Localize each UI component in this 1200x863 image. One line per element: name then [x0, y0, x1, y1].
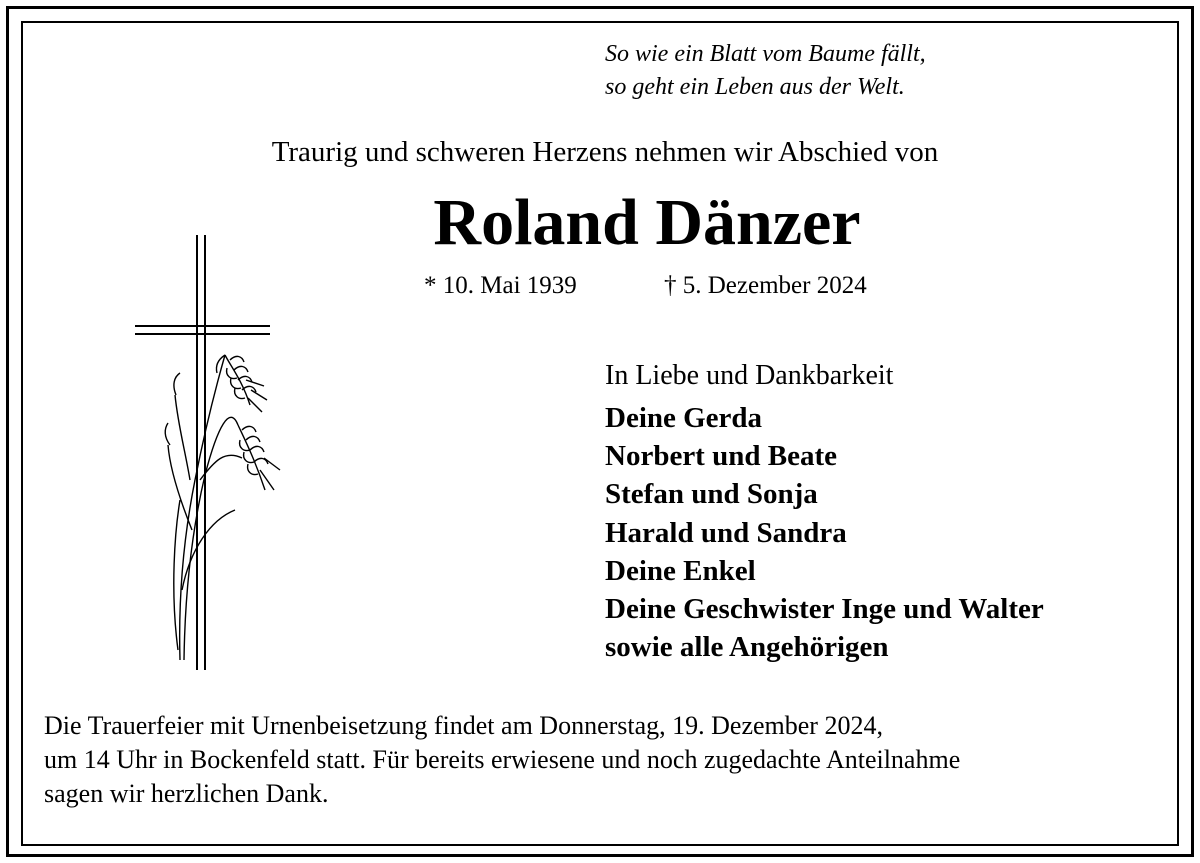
motto-verse [605, 38, 926, 104]
mourner-name: Deine Gerda [605, 402, 763, 434]
mourner-name: Deine Enkel [605, 554, 756, 587]
mourner-name: Deine Geschwister Inge und Walter [605, 593, 1044, 626]
death-date: † 5. Dezember 2024 [664, 272, 867, 299]
motto-line-1: So wie ein Blatt vom Baume fällt, [605, 41, 926, 67]
intro-text: Traurig und schweren Herzens nehmen wir Abschied von [271, 136, 939, 168]
mourner-name: Harald und Sandra [605, 516, 847, 549]
mourner-name: Stefan und Sonja [605, 478, 818, 511]
mourner-name: Norbert und Beate [605, 440, 837, 473]
ceremony-line-3: sagen wir herzlichen Dank. [44, 779, 329, 808]
mourners-list [605, 399, 1044, 666]
motto-line-2: so geht ein Leben aus der Welt. [605, 74, 905, 100]
mourners-heading: In Liebe und Dankbarkeit [605, 360, 894, 391]
mourner-name: sowie alle Angehörigen [605, 631, 889, 664]
ceremony-line-2: um 14 Uhr in Bockenfeld statt. Für bereits erwiesene und noch zugedachte Anteilnahme [44, 745, 961, 774]
deceased-name: Roland Dänzer [433, 186, 861, 259]
cross-with-wheat-icon [130, 230, 290, 675]
ceremony-line-1: Die Trauerfeier mit Urnenbeisetzung findet am Donnerstag, 19. Dezember 2024, [44, 711, 883, 740]
birth-date: * 10. Mai 1939 [424, 272, 577, 299]
ceremony-notice [44, 709, 960, 811]
